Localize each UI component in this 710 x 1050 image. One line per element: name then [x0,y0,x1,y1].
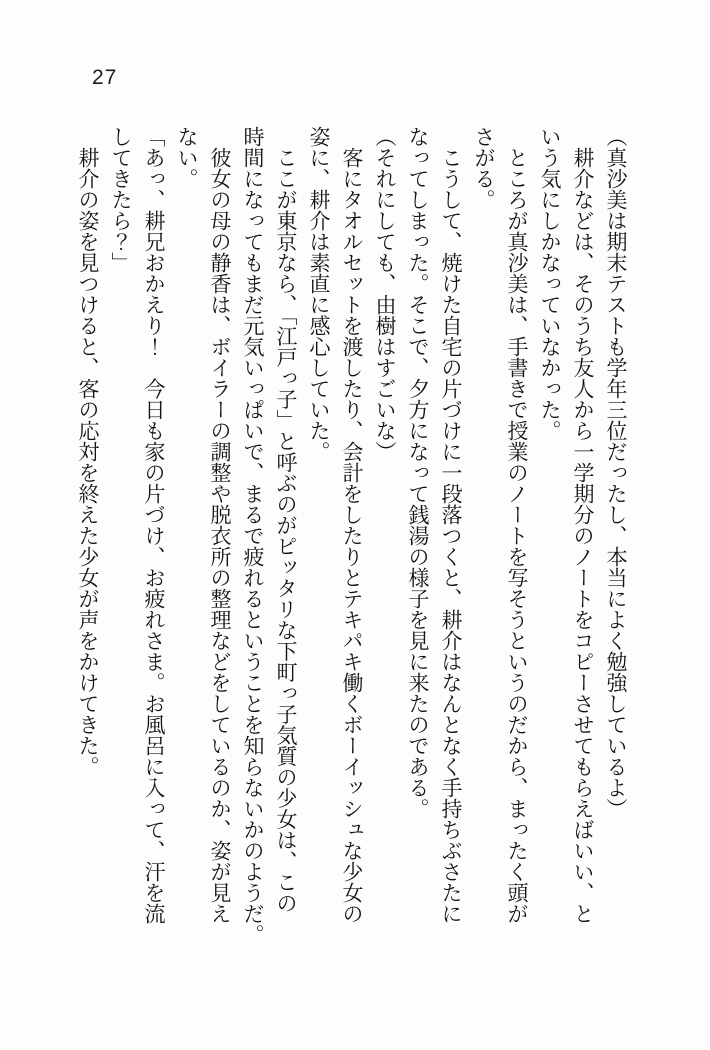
text-line: （それにしても、由樹はすごいな） [373,126,397,462]
text-line: ここが東京なら、「江戸っ子」と呼ぶのがピッタリな下町っ子気質の少女は、この [274,147,298,914]
text-line: 姿に、耕介は素直に感心していた。 [307,126,331,462]
text-line: 「あっ、耕兄おかえり！ 今日も家の片づけ、お疲れさま。お風呂に入って、汗を流 [142,126,166,924]
text-line: なってしまった。そこで、夕方になって銭湯の様子を見に来たのである。 [406,126,430,819]
text-line: ところが真沙美は、手書きで授業のノートを写そうというのだから、まったく頭が [505,147,529,924]
text-line: こうして、焼けた自宅の片づけに一段落つくと、耕介はなんとなく手持ちぶさたに [439,147,463,924]
text-line: ない。 [175,126,199,189]
text-line: 時間になってもまだ元気いっぱいで、まるで疲れるということを知らないかのようだ。 [241,126,265,945]
text-line: してきたら？」 [109,126,133,273]
text-line: （真沙美は期末テストも学年三位だったし、本当によく勉強しているよ） [604,126,628,819]
text-line: さがる。 [472,126,496,210]
text-line: 客にタオルセットを渡したり、会計をしたりとテキパキ働くボーイッシュな少女の [340,147,364,924]
text-line: 耕介などは、そのうち友人から一学期分のノートをコピーさせてもらえばいい、と [571,147,595,924]
vertical-text-block [71,126,632,956]
text-line: 彼女の母の静香は、ボイラーの調整や脱衣所の整理などをしているのか、姿が見え [208,147,232,924]
page-number: 27 [92,66,118,89]
text-line: 耕介の姿を見つけると、客の応対を終えた少女が声をかけてきた。 [76,147,100,777]
text-line: いう気にしかなっていなかった。 [538,126,562,441]
